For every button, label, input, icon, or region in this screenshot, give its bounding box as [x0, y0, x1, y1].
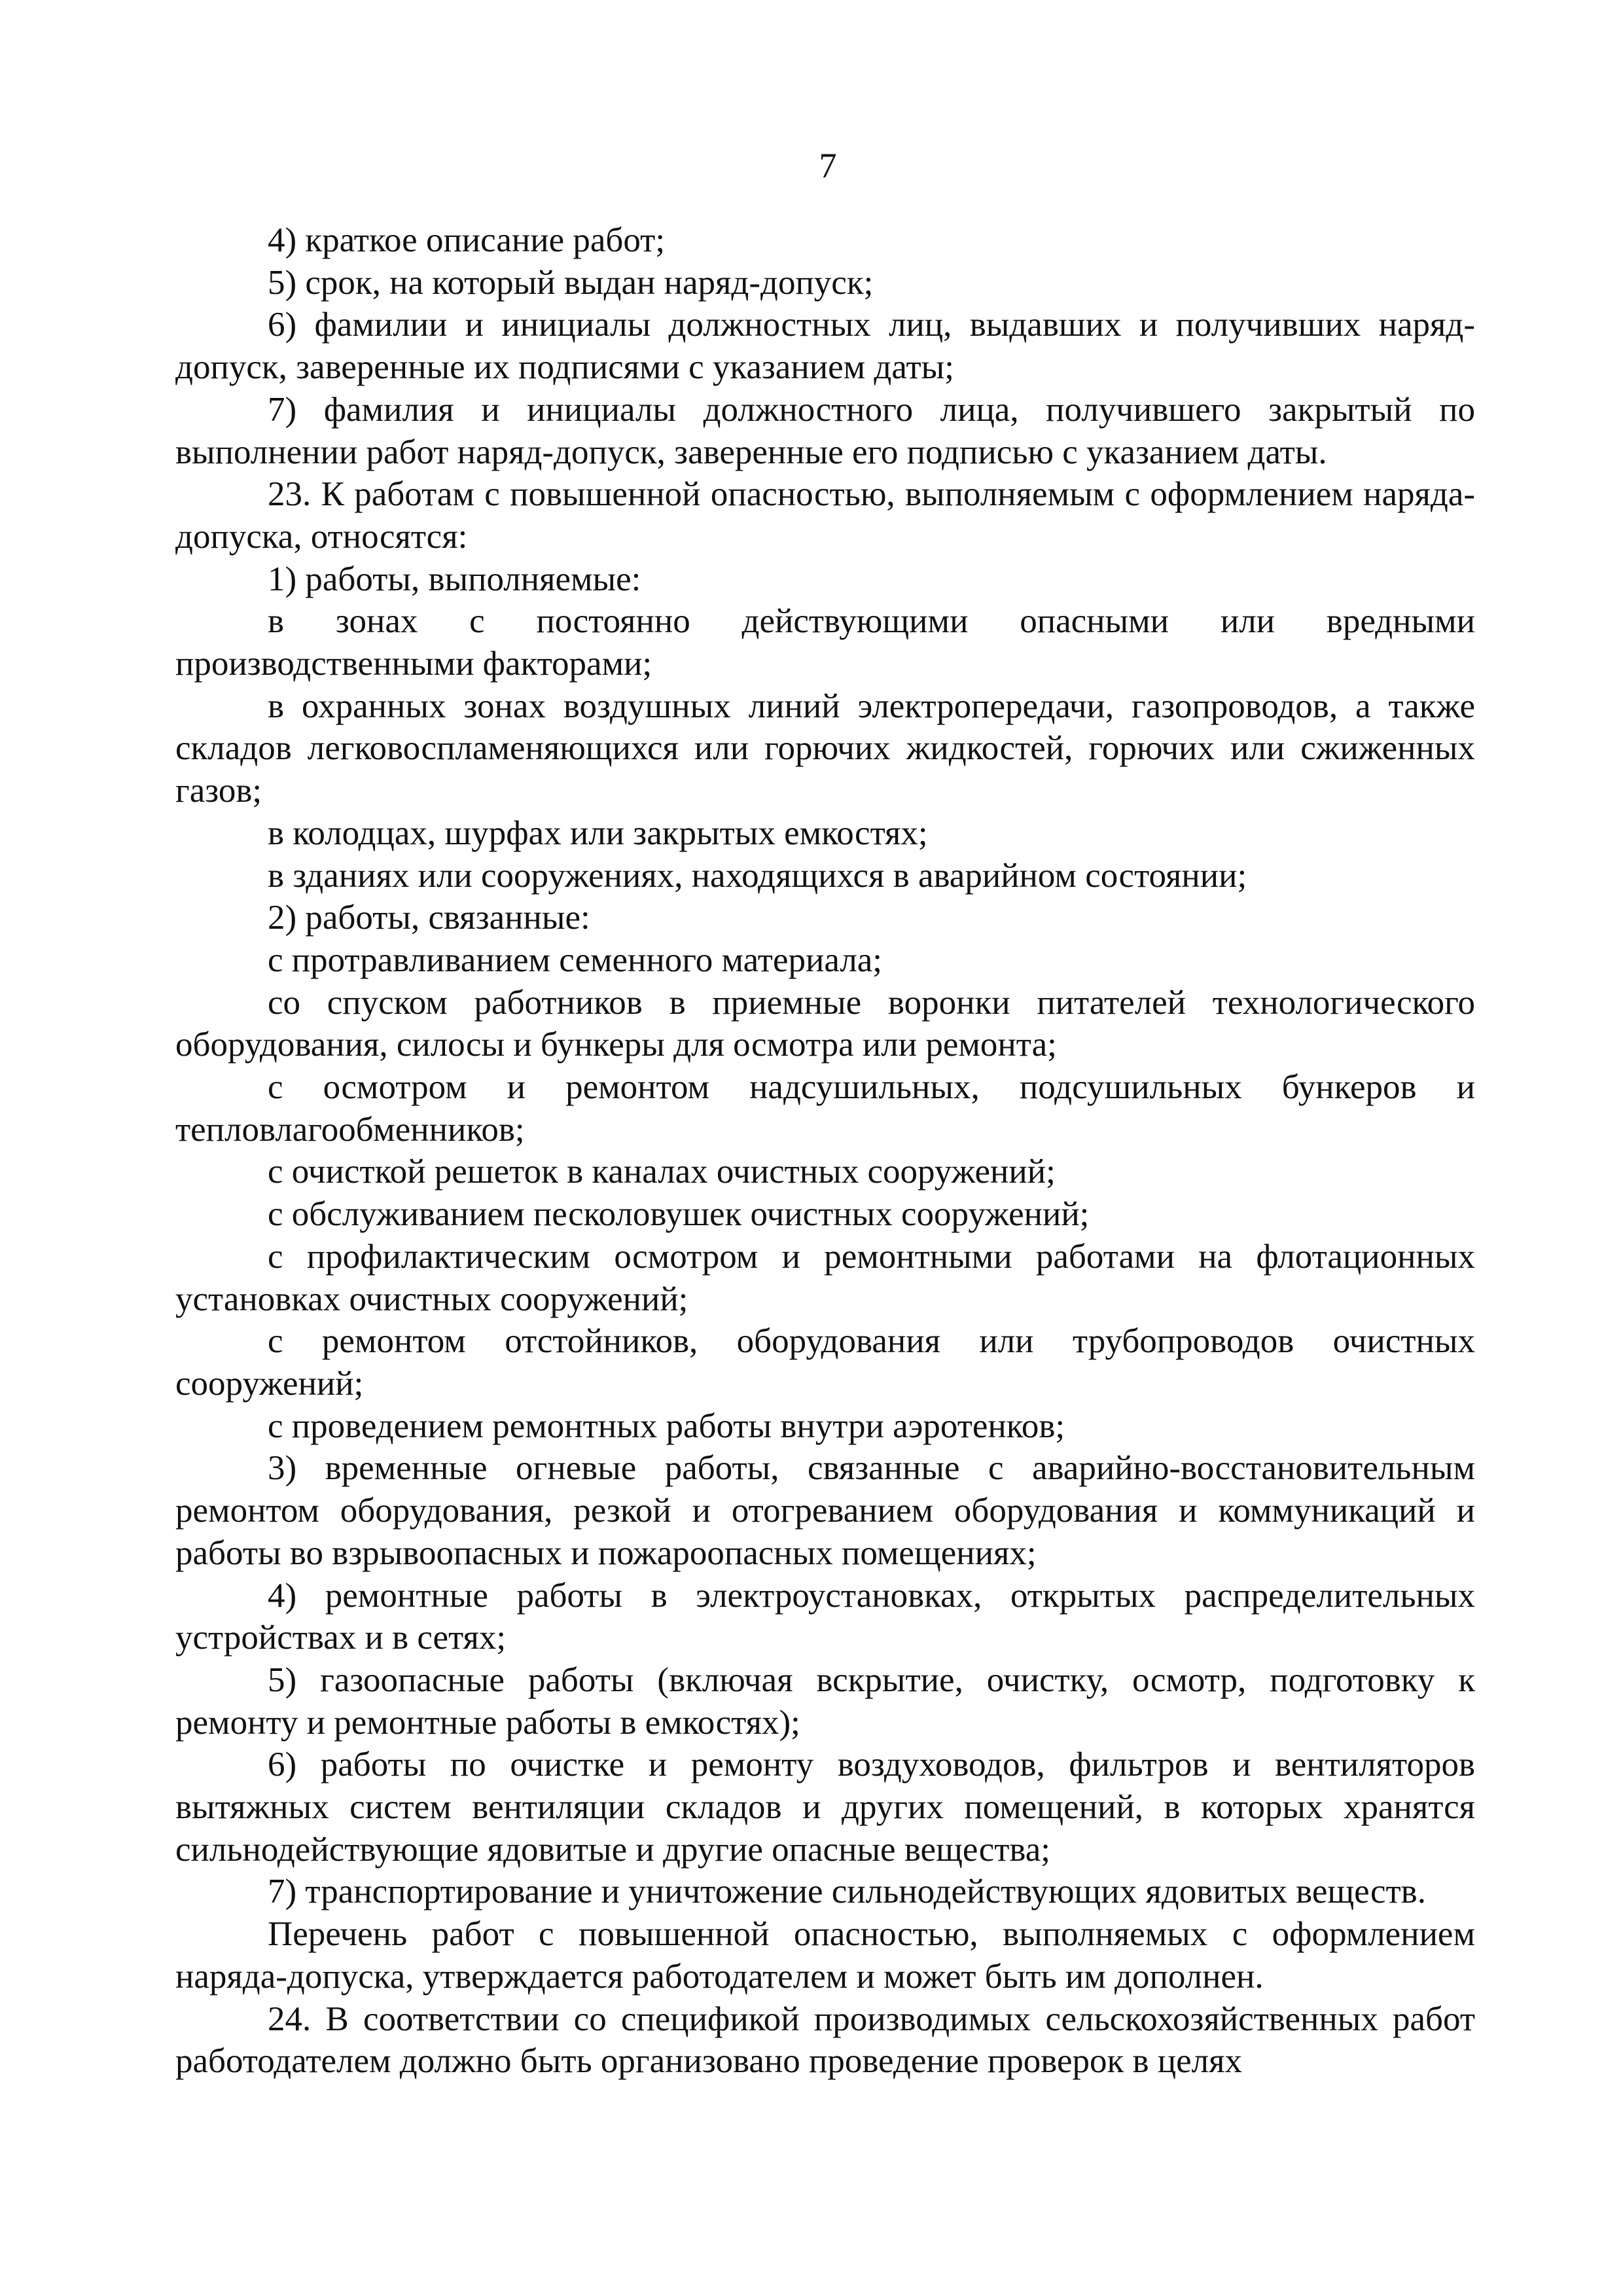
paragraph-list-1-heading: 1) работы, выполняемые:: [268, 560, 641, 598]
paragraph-list-item: с протравливанием семенного материала;: [268, 941, 883, 979]
paragraph-list-item: с осмотром и ремонтом надсушильных, подсушильных бункеров и тепловлагообменников;: [175, 1068, 1475, 1149]
paragraph-list-item: с очисткой решеток в каналах очистных сооружений;: [268, 1153, 1056, 1191]
paragraph-list-2-heading: 2) работы, связанные:: [268, 899, 590, 937]
paragraph-list-note: Перечень работ с повышенной опасностью, выполняемых с оформлением наряда-допуска, утверждается работодателем и может быть им дополнен.: [175, 1915, 1475, 1996]
paragraph-list-3-heading: 3) временные огневые работы, связанные с аварийно-восстановительным ремонтом оборудования, резкой и отогреванием оборудования и коммуникаций и работы во взрывоопасных и пожароопасных помещениях;: [175, 1449, 1475, 1572]
paragraph-list-item: со спуском работников в приемные воронки питателей технологического оборудования, силосы и бункеры для осмотра или ремонта;: [175, 983, 1475, 1064]
paragraph-list-5-heading: 5) газоопасные работы (включая вскрытие, очистку, осмотр, подготовку к ремонту и ремонтные работы в емкостях);: [175, 1660, 1475, 1742]
paragraph-list-7-heading: 7) транспортирование и уничтожение сильнодействующих ядовитых веществ.: [268, 1873, 1426, 1911]
document-body: [175, 219, 1475, 2083]
paragraph-clause-23: 23. К работам с повышенной опасностью, выполняемым с оформлением наряда-допуска, относятся:: [175, 475, 1475, 556]
paragraph-item-7-closing: 7) фамилия и инициалы должностного лица, получившего закрытый по выполнении работ наряд-допуск, заверенные его подписью с указанием даты.: [175, 390, 1475, 471]
paragraph-list-item: в охранных зонах воздушных линий электропередачи, газопроводов, а также складов легковоспламеняющихся или горючих жидкостей, горючих или сжиженных газов;: [175, 687, 1475, 810]
paragraph-list-item: с проведением ремонтных работы внутри аэротенков;: [268, 1407, 1065, 1445]
paragraph-list-item: с обслуживанием песколовушек очистных сооружений;: [268, 1195, 1090, 1234]
paragraph-clause-24: 24. В соответствии со спецификой производимых сельскохозяйственных работ работодателем должно быть организовано проведение проверок в целях: [175, 2000, 1475, 2081]
page-number: 7: [819, 146, 837, 185]
paragraph-list-6-heading: 6) работы по очистке и ремонту воздуховодов, фильтров и вентиляторов вытяжных систем вентиляции складов и других помещений, в которых хранятся сильнодействующие ядовитые и другие опасные вещества;: [175, 1746, 1475, 1869]
paragraph-item-4-description: 4) краткое описание работ;: [268, 221, 666, 259]
paragraph-list-item: в зданиях или сооружениях, находящихся в аварийном состоянии;: [268, 856, 1247, 895]
paragraph-item-6-signatures: 6) фамилии и инициалы должностных лиц, выдавших и получивших наряд-допуск, заверенные их подписями с указанием даты;: [175, 306, 1475, 387]
paragraph-list-item: в колодцах, шурфах или закрытых емкостях;: [268, 814, 928, 852]
paragraph-list-item: с профилактическим осмотром и ремонтными работами на флотационных установках очистных сооружений;: [175, 1237, 1475, 1318]
paragraph-list-item: в зонах с постоянно действующими опасными или вредными производственными факторами;: [175, 602, 1475, 683]
paragraph-item-5-term: 5) срок, на который выдан наряд-допуск;: [268, 263, 874, 302]
paragraph-list-4-heading: 4) ремонтные работы в электроустановках, открытых распределительных устройствах и в сетях;: [175, 1576, 1475, 1657]
paragraph-list-item: с ремонтом отстойников, оборудования или трубопроводов очистных сооружений;: [175, 1322, 1475, 1403]
